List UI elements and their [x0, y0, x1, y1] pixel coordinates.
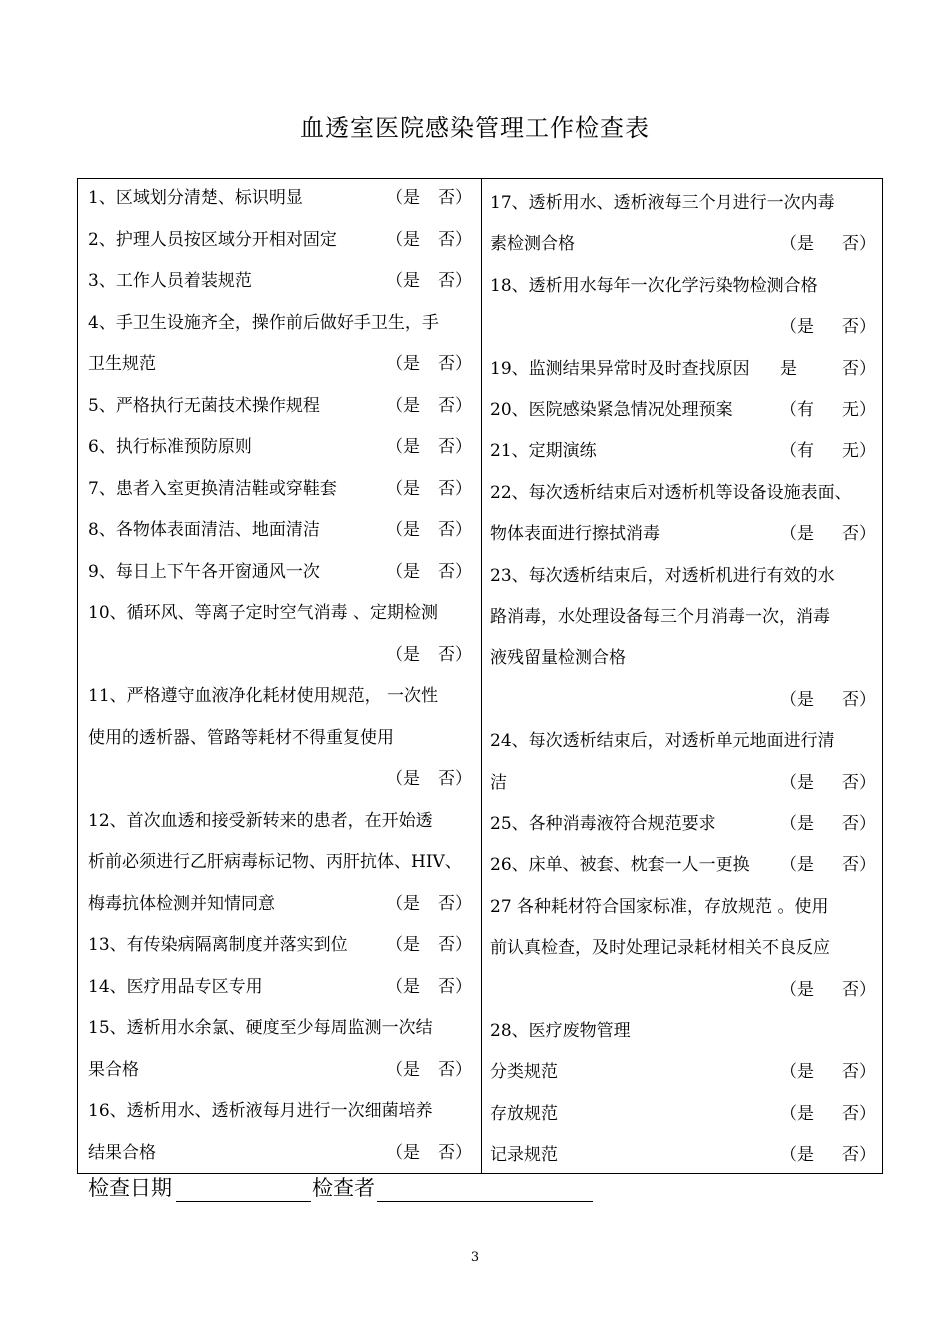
no-option[interactable]: 否） — [842, 772, 876, 793]
item-text: 卫生规范 — [88, 354, 156, 374]
item-text: 20、医院感染紧急情况处理预案 — [490, 400, 733, 420]
yes-option[interactable]: （是 — [780, 1103, 814, 1124]
item-text: 28、医疗废物管理 — [490, 1021, 631, 1041]
no-option[interactable]: 否） — [842, 1062, 876, 1083]
checklist-line — [490, 648, 876, 668]
item-text: 18、透析用水每年一次化学污染物检测合格 — [490, 275, 818, 296]
checklist-line — [88, 1060, 472, 1080]
item-text: 19、监测结果异常时及时查找原因 — [490, 358, 750, 379]
item-text: 3、工作人员着装规范 — [88, 271, 252, 291]
yes-option[interactable]: （是 — [386, 976, 420, 997]
checklist-line — [88, 313, 472, 333]
item-text: 记录规范 — [490, 1145, 558, 1166]
yes-option[interactable]: （有 — [780, 441, 814, 462]
no-option[interactable]: 否） — [438, 229, 472, 250]
yes-option[interactable]: （是 — [386, 935, 420, 955]
item-text: 27 各种耗材符合国家标准，存放规范 。使用 — [490, 896, 829, 917]
check-date-label: 检查日期 — [88, 1176, 172, 1200]
item-text: 24、每次透析结束后，对透析单元地面进行清 — [490, 731, 835, 752]
checklist-line — [88, 728, 472, 748]
checklist-line — [490, 400, 876, 420]
yes-option[interactable]: （是 — [386, 644, 420, 665]
item-text: 22、每次透析结束后对透析机等设备设施表面、 — [490, 482, 852, 503]
no-option[interactable]: 否） — [842, 814, 876, 834]
yes-option[interactable]: （是 — [780, 814, 814, 834]
no-option[interactable]: 否） — [842, 1103, 876, 1124]
no-option[interactable]: 否） — [842, 524, 876, 545]
checklist-line — [88, 1101, 472, 1121]
yes-option[interactable]: （是 — [780, 524, 814, 545]
item-text: 11、严格遵守血液净化耗材使用规范， 一次性 — [88, 686, 439, 706]
yes-option[interactable]: （是 — [780, 689, 814, 710]
no-option[interactable]: 否） — [842, 234, 876, 255]
checklist-line — [88, 437, 472, 457]
checklist-line — [490, 524, 876, 544]
yes-option[interactable]: （是 — [386, 1059, 420, 1080]
checklist-line — [490, 317, 876, 337]
checklist-line — [88, 188, 472, 208]
yes-option[interactable]: （是 — [386, 893, 420, 914]
yes-option[interactable]: （是 — [780, 772, 814, 793]
checklist-line — [490, 1021, 876, 1041]
yes-option[interactable]: （是 — [386, 520, 420, 540]
no-option[interactable]: 无） — [842, 441, 876, 462]
item-text: 21、定期演练 — [490, 441, 597, 462]
item-text: 2、护理人员按区域分开相对固定 — [88, 229, 337, 250]
checklist-line — [490, 980, 876, 1000]
checklist-line — [88, 271, 472, 291]
checklist-line — [490, 897, 876, 917]
checklist-line — [88, 977, 472, 997]
item-text: 路消毒，水处理设备每三个月消毒一次，消毒 — [490, 607, 830, 627]
item-text: 26、床单、被套、枕套一人一更换 — [490, 855, 750, 876]
yes-option[interactable]: （是 — [386, 354, 420, 374]
checklist-line — [88, 354, 472, 374]
no-option[interactable]: 否） — [842, 979, 876, 1000]
checklist-line — [88, 603, 472, 623]
yes-option[interactable]: （是 — [386, 229, 420, 250]
no-option[interactable]: 否） — [438, 271, 472, 291]
yes-option[interactable]: （是 — [386, 188, 420, 208]
yes-option[interactable]: （是 — [386, 478, 420, 499]
item-text: 物体表面进行擦拭消毒 — [490, 524, 660, 545]
checklist-line — [88, 1143, 472, 1163]
yes-option[interactable]: （是 — [780, 979, 814, 1000]
checklist-line — [88, 479, 472, 499]
item-text: 25、各种消毒液符合规范要求 — [490, 814, 716, 834]
no-option[interactable]: 否） — [842, 855, 876, 876]
checklist-line — [490, 814, 876, 834]
no-option[interactable]: 否） — [438, 976, 472, 997]
checklist-line — [490, 1104, 876, 1124]
checklist-line — [88, 686, 472, 706]
no-option[interactable]: 否） — [438, 395, 472, 416]
page-number: 3 — [470, 1250, 480, 1265]
no-option[interactable]: 否） — [842, 689, 876, 710]
item-text: 23、每次透析结束后，对透析机进行有效的水 — [490, 565, 835, 586]
item-text: 前认真检查，及时处理记录耗材相关不良反应 — [490, 938, 830, 959]
item-text: 16、透析用水、透析液每月进行一次细菌培养 — [88, 1101, 433, 1121]
yes-option[interactable]: （是 — [780, 1062, 814, 1083]
yes-option[interactable]: （是 — [386, 271, 420, 291]
no-option[interactable]: 否） — [438, 354, 472, 374]
item-text: 存放规范 — [490, 1103, 558, 1124]
item-text: 15、透析用水余氯、硬度至少每周监测一次结 — [88, 1018, 433, 1038]
no-option[interactable]: 否） — [438, 1059, 472, 1080]
column-divider — [481, 178, 482, 1174]
checklist-line — [490, 690, 876, 710]
item-text: 果合格 — [88, 1059, 139, 1080]
item-text: 10、循环风、等离子定时空气消毒 、定期检测 — [88, 603, 439, 623]
checklist-line — [490, 773, 876, 793]
item-text: 5、严格执行无菌技术操作规程 — [88, 395, 320, 416]
check-date-field[interactable] — [176, 1201, 311, 1202]
item-text: 洁 — [490, 772, 507, 793]
item-text: 析前必须进行乙肝病毒标记物、丙肝抗体、HIV、 — [88, 852, 462, 872]
checklist-line — [88, 852, 472, 872]
item-text: 结果合格 — [88, 1142, 156, 1163]
checklist-line — [490, 731, 876, 751]
no-option[interactable]: 否） — [438, 769, 472, 789]
item-text: 12、首次血透和接受新转来的患者，在开始透 — [88, 810, 433, 831]
checklist-line — [490, 855, 876, 875]
yes-option[interactable]: （是 — [780, 1145, 814, 1166]
item-text: 分类规范 — [490, 1062, 558, 1083]
checklist-line — [490, 938, 876, 958]
inspector-label: 检查者 — [312, 1176, 375, 1200]
item-text: 17、透析用水、透析液每三个月进行一次内毒 — [490, 193, 835, 213]
yes-option[interactable]: （有 — [780, 400, 814, 420]
no-option[interactable]: 否） — [842, 358, 876, 379]
no-option[interactable]: 否） — [438, 893, 472, 914]
checklist-line — [88, 645, 472, 665]
yes-option[interactable]: 是 — [780, 358, 797, 379]
checklist-line — [490, 193, 876, 213]
no-option[interactable]: 否） — [438, 1142, 472, 1163]
checklist-line — [88, 769, 472, 789]
no-option[interactable]: 否） — [438, 437, 472, 457]
item-text: 8、各物体表面清洁、地面清洁 — [88, 520, 320, 540]
no-option[interactable]: 无） — [842, 400, 876, 420]
checklist-line — [490, 566, 876, 586]
item-text: 4、手卫生设施齐全，操作前后做好手卫生，手 — [88, 312, 439, 333]
yes-option[interactable]: （是 — [780, 855, 814, 876]
no-option[interactable]: 否） — [438, 561, 472, 582]
item-text: 6、执行标准预防原则 — [88, 437, 252, 457]
no-option[interactable]: 否） — [438, 188, 472, 208]
item-text: 液残留量检测合格 — [490, 648, 626, 669]
checklist-line — [490, 441, 876, 461]
yes-option[interactable]: （是 — [386, 769, 420, 789]
yes-option[interactable]: （是 — [386, 561, 420, 582]
checklist-line — [88, 935, 472, 955]
checklist-line — [88, 894, 472, 914]
checklist-line — [88, 1018, 472, 1038]
checklist-line — [490, 276, 876, 296]
no-option[interactable]: 否） — [438, 520, 472, 540]
no-option[interactable]: 否） — [438, 935, 472, 955]
item-text: 13、有传染病隔离制度并落实到位 — [88, 935, 348, 955]
item-text: 梅毒抗体检测并知情同意 — [88, 893, 275, 914]
item-text: 14、医疗用品专区专用 — [88, 976, 263, 997]
no-option[interactable]: 否） — [438, 644, 472, 665]
checklist-line — [490, 359, 876, 379]
yes-option[interactable]: （是 — [780, 234, 814, 255]
no-option[interactable]: 否） — [842, 1145, 876, 1166]
checklist-line — [490, 1145, 876, 1165]
yes-option[interactable]: （是 — [386, 1142, 420, 1163]
checklist-line — [490, 1062, 876, 1082]
checklist-line — [88, 562, 472, 582]
checklist-line — [88, 230, 472, 250]
page-title: 血透室医院感染管理工作检查表 — [300, 114, 650, 142]
yes-option[interactable]: （是 — [386, 395, 420, 416]
checklist-line — [490, 483, 876, 503]
checklist-line — [490, 607, 876, 627]
checklist-line — [88, 811, 472, 831]
checklist-line — [88, 396, 472, 416]
item-text: 素检测合格 — [490, 234, 575, 255]
inspector-field[interactable] — [377, 1201, 593, 1202]
checklist-line — [88, 520, 472, 540]
item-text: 9、每日上下午各开窗通风一次 — [88, 561, 320, 582]
yes-option[interactable]: （是 — [780, 317, 814, 338]
item-text: 使用的透析器、管路等耗材不得重复使用 — [88, 727, 394, 748]
yes-option[interactable]: （是 — [386, 437, 420, 457]
no-option[interactable]: 否） — [438, 478, 472, 499]
checklist-line — [490, 234, 876, 254]
item-text: 1、区域划分清楚、标识明显 — [88, 188, 303, 208]
item-text: 7、患者入室更换清洁鞋或穿鞋套 — [88, 478, 337, 499]
no-option[interactable]: 否） — [842, 317, 876, 338]
